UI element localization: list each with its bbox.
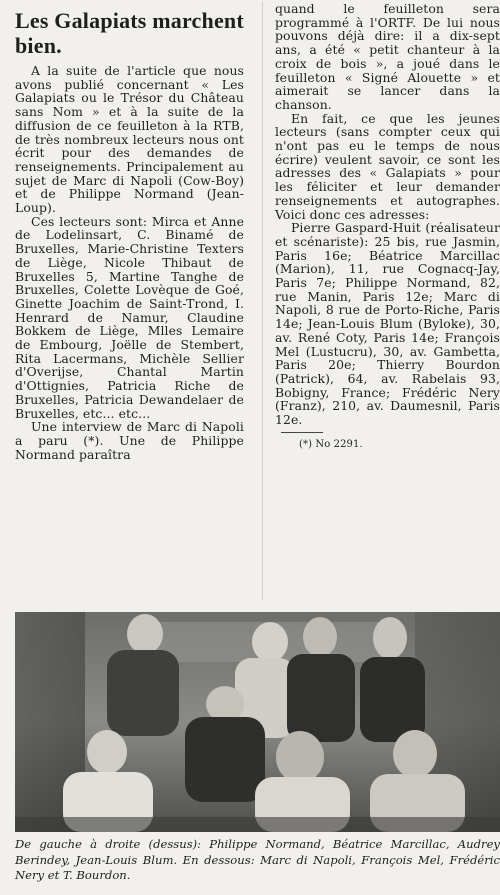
article-headline: Les Galapiats marchent bien.: [15, 8, 244, 58]
article-paragraph-addresses-intro: En fait, ce que les jeunes lecteurs (sans compter ceux qui n'ont pas eu le temps de nous écrire) veulent savoir, ce sont les adresses des « Galapiats » pour les féliciter et leur demander renseignements et autographes. Voici donc ces adresses:: [275, 110, 500, 222]
article-paragraph-interview: Une interview de Marc di Napoli a paru (*). Une de Philippe Normand paraîtra: [15, 419, 244, 462]
photo-caption: De gauche à droite (dessus): Philippe Normand, Béatrice Marcillac, Audrey Berindey, Jean-Louis Blum. En dessous: Marc di Napoli, François Mel, Frédéric Nery et T. Bourdon.: [15, 837, 500, 882]
article-footnote: (*) No 2291.: [299, 438, 363, 450]
article-paragraph-addresses: Pierre Gaspard-Huit (réalisateur et scénariste): 25 bis, rue Jasmin, Paris 16e; Béatrice Marcillac (Marion), 11, rue Cognacq-Jay, Paris 7e; Philippe Normand, 82, rue Manin, Paris 12e; Marc di Napoli, 8 rue de Porto-Riche, Paris 14e; Jean-Louis Blum (Byloke), 30, av. René Coty, Paris 14e; François Mel (Lustucru), 30, av. Gambetta, Paris 20e; Thierry Bourdon (Patrick), 64, av. Rabelais 93, Bobigny, France; Frédéric Nery (Franz), 210, av. Daumesnil, Paris 12e.: [275, 220, 500, 428]
column-divider: [262, 2, 263, 600]
article-paragraph-intro: A la suite de l'article que nous avons publié concernant « Les Galapiats ou le Trésor du Château sans Nom » et à la suite de la diffusion de ce feuilleton à la RTB, de très nombreux lecteurs nous ont écrit pour des demandes de renseignements. Principalement au sujet de Marc di Napoli (Cow-Boy) et de Philippe Normand (Jean-Loup).: [15, 63, 244, 216]
article-left-column: [15, 8, 244, 461]
group-photo-image: [15, 612, 500, 832]
article-paragraph-continued: quand le feuilleton sera programmé à l'ORTF. De lui nous pouvons déjà dire: il a dix-sept ans, a été « petit chanteur à la croix de bois », a joué dans le feuilleton « Signé Alouette » et aimerait se lancer dans la chanson.: [275, 1, 500, 112]
article-paragraph-readers: Ces lecteurs sont: Mirca et Anne de Lodelinsart, C. Binamé de Bruxelles, Marie-Christine Texters de Liège, Nicole Thibaut de Bruxelles 5, Martine Tanghe de Bruxelles, Colette Lovèque de Goé, Ginette Joachim de Saint-Trond, I. Henrard de Namur, Claudine Bokkem de Liège, Mlles Lemaire de Embourg, Joëlle de Stembert, Rita Lacermans, Michèle Sellier d'Overijse, Chantal Martin d'Ottignies, Patricia Riche de Bruxelles, Patricia Dewandelaer de Bruxelles, etc... etc...: [15, 213, 244, 421]
article-right-column: [275, 2, 500, 451]
group-photo: [15, 612, 500, 832]
footnote-rule: [281, 432, 323, 433]
